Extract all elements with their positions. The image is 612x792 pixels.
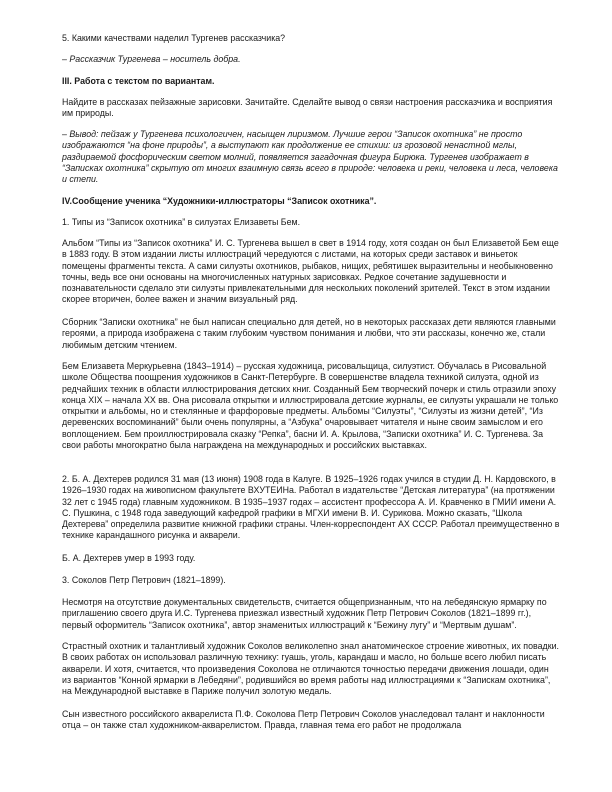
- paragraph-sokolov-son: Сын известного российского акварелиста П.Ф. Соколова Петр Петрович Соколов унаследовал талант и наклонности отца – он также стал художником-акварелистом. Правда, главная тема его работ не продолжала: [62, 709, 545, 731]
- section-3-heading: III. Работа с текстом по вариантам.: [62, 76, 215, 86]
- item-1-heading: 1. Типы из “Записок охотника” в силуэтах Елизаветы Бем.: [62, 217, 301, 227]
- item-3-heading: 3. Соколов Петр Петрович (1821–1899).: [62, 575, 226, 585]
- paragraph-dekhterev: 2. Б. А. Дехтерев родился 31 мая (13 июня) 1908 года в Калуге. В 1925–1926 годах учился в студии Д. Н. Кардовского, в 1926–1930 годах на живописном факультете ВХУТЕИНа. Работал в издательстве “Детская литература” (на протяжении 32 лет с 1945 года) главным художником. В 1935–1937 годах – ассистент профессора А. И. Кравченко в ГМИИ имени А. С. Пушкина, с 1948 года заведующий кафедрой графики в МГХИ имени В. И. Сурикова. Можно сказать, “Школа Дехтерева” определила развитие книжной графики страны. Член-корреспондент АХ СССР. Работал преимущественно в технике карандашного рисунка и акварели.: [62, 474, 560, 541]
- conclusion-paragraph: – Вывод: пейзаж у Тургенева психологичен, насыщен лиризмом. Лучшие герои “Записок охотника” не просто изображаются “на фоне природы”, а выступают как продолжение ее стихии: из грозовой ненастной мглы, раздираемой фосфорическим светом молний, появляется загадочная фигура Бирюка. Тургенев изображает в “Записках охотника” скрытую от многих взаимную связь всего в природе: человека и реки, человека и леса, человека и степи.: [62, 129, 558, 185]
- paragraph-sokolov-hunter: Страстный охотник и талантливый художник Соколов великолепно знал анатомическое строение животных, их повадки. В своих работах он использовал различную технику: гуашь, уголь, карандаш и масло, но больше всего любил писать акварели. И хотя, считается, что произведения Соколова не отличаются точностью передачи движения лошади, один из вариантов “Конной ярмарки в Лебедяни”, родившийся во время работы над иллюстрациями к “Запискам охотника”, на Международной выставке в Париже получил золотую медаль.: [62, 641, 559, 697]
- paragraph-sokolov-fair: Несмотря на отсутствие документальных свидетельств, считается общепризнанным, что на лебедянскую ярмарку по приглашению своего друга И.С. Тургенева приезжал известный художник Петр Петрович Соколов (1821–1899 гг.), первый оформитель “Записок охотника”, автор знаменитых иллюстраций к “Бежину лугу” и “Мертвым душам”.: [62, 597, 547, 630]
- paragraph-dekhterev-death: Б. А. Дехтерев умер в 1993 году.: [62, 553, 196, 563]
- section-4-heading: IV.Сообщение ученика “Художники-иллюстраторы “Записок охотника”.: [62, 196, 377, 206]
- paragraph-album-bem: Альбом “Типы из “Записок охотника” И. С. Тургенева вышел в свет в 1914 году, хотя создан он был Елизаветой Бем еще в 1883 году. В этом издании листы иллюстраций чередуются с листами, на которых среди заставок и виньеток помещены фрагменты текста. А сами силуэты охотников, рыбаков, нищих, ребятишек выразительны и необыкновенно точны, ведь все они основаны на многочисленных натурных зарисовках. Редкое сочетание задушевности и познавательности сделало эти силуэты привлекательными для нескольких поколений зрителей. Текст в этом издании скорее вторичен, более важен и значим визуальный ряд.: [62, 238, 559, 305]
- question-5: 5. Какими качествами наделил Тургенев рассказчика?: [62, 33, 286, 43]
- paragraph-bem-biography: Бем Елизавета Меркурьевна (1843–1914) – русская художница, рисовальщица, силуэтист. Обучалась в Рисовальной школе Общества поощрения художников в Санкт-Петербурге. В совершенстве владела техникой силуэта, одной из редчайших техник в области иллюстрирования детских книг. Созданный Бем творческий почерк и стиль отразили эпоху конца XIX – начала XX вв. Она рисовала открытки и иллюстрировала детские журналы, ее силуэты украшали не только открытки и альбомы, но и стеклянные и фарфоровые предметы. Альбомы “Силуэты”, “Силуэты из жизни детей”, “Из деревенских воспоминаний” были очень популярны, а “Азбука” очаровывает читателя и ныне своим замыслом и его воплощением. Бем проиллюстрировала сказку “Репка”, басни И. А. Крылова, “Записки охотника” И. С. Тургенева. За свои работы многократно была награждена на международных и российских выставках.: [62, 361, 559, 451]
- task-paragraph: Найдите в рассказах пейзажные зарисовки. Зачитайте. Сделайте вывод о связи настроения рассказчика и восприятия им природы.: [62, 97, 553, 119]
- paragraph-collection: Сборник “Записки охотника” не был написан специально для детей, но в некоторых рассказах дети являются главными героями, а природа изображена с таким глубоким чувством понимания и любви, что эти рассказы, конечно же, стали любимым детским чтением.: [62, 317, 556, 350]
- answer-5: – Рассказчик Тургенева – носитель добра.: [62, 54, 241, 64]
